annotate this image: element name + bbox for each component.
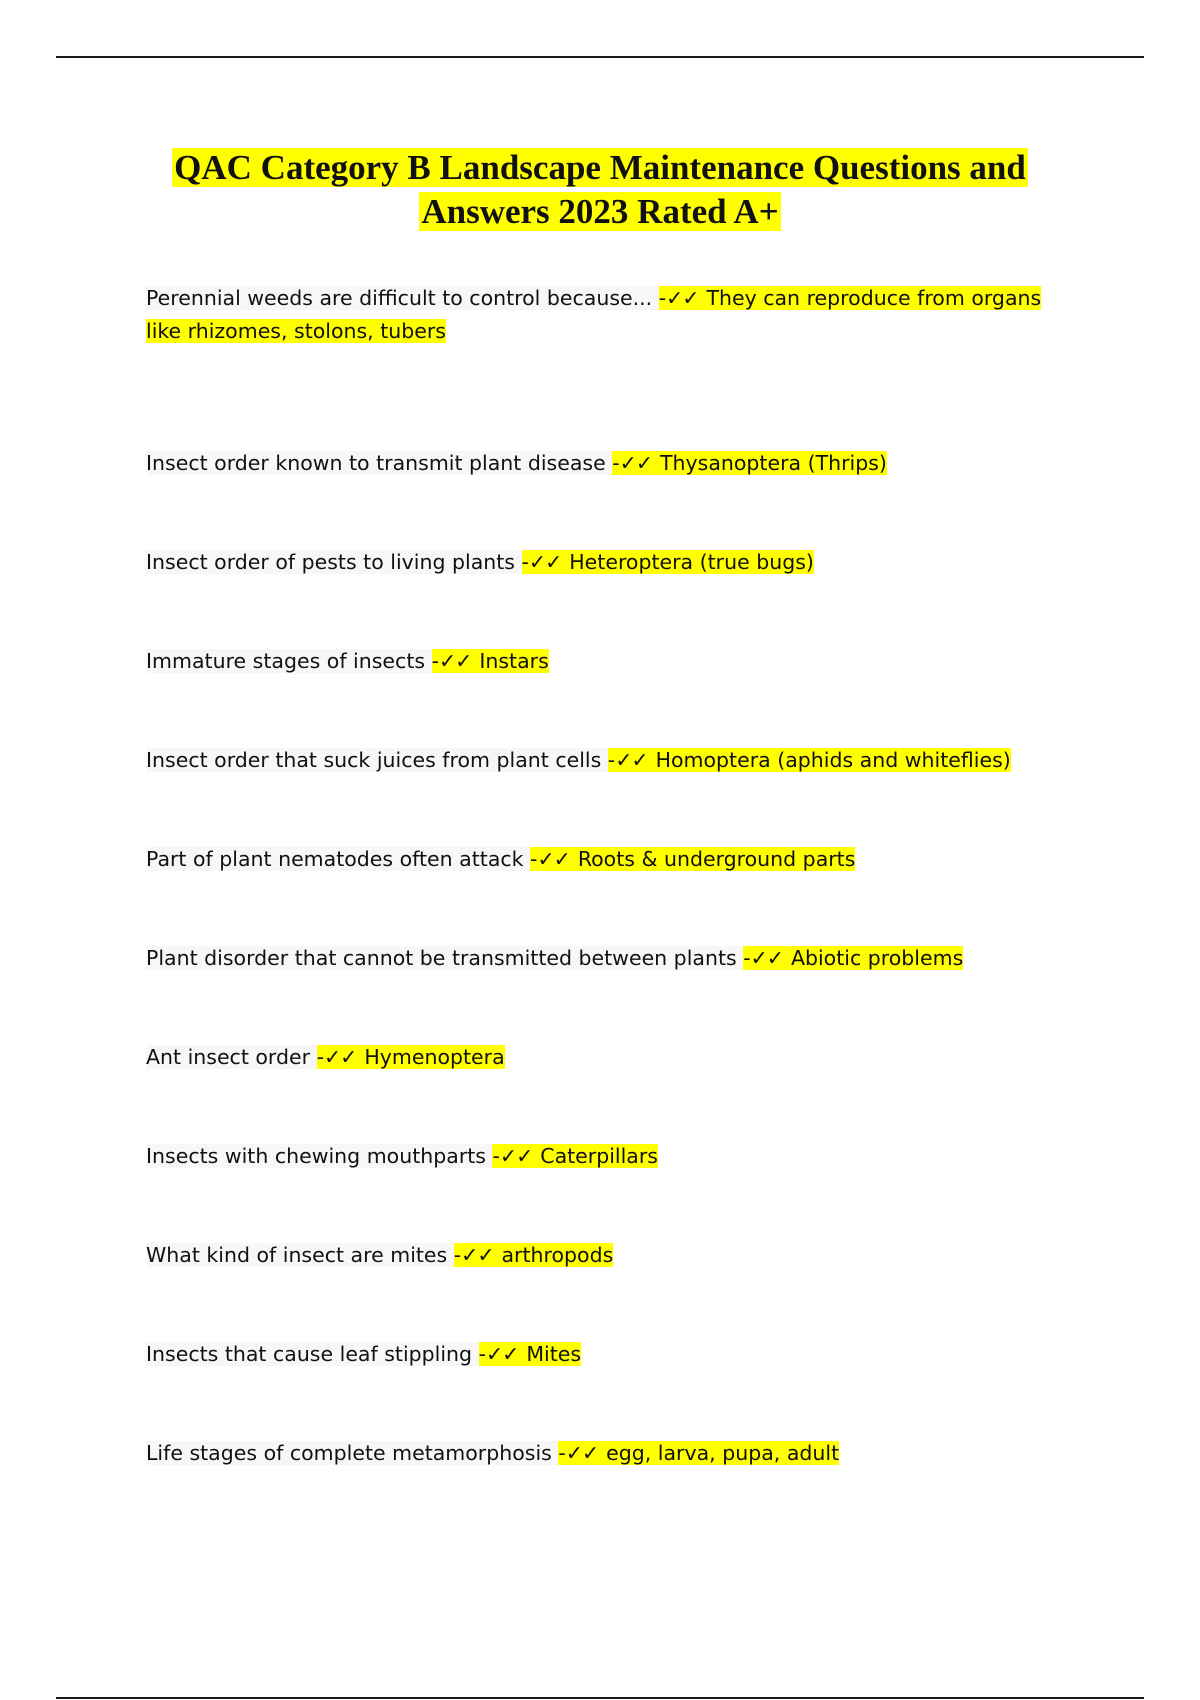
answer-text: Abiotic problems (790, 946, 964, 970)
qa-list (146, 282, 1066, 1470)
question-text: Insect order that suck juices from plant cells (146, 748, 608, 772)
answer-highlight (317, 1045, 505, 1069)
answer-separator: - (492, 1144, 500, 1168)
check-icon: ✓✓ (619, 451, 652, 475)
qa-item (146, 1140, 1066, 1173)
qa-item (146, 282, 1066, 348)
answer-text: egg, larva, pupa, adult (606, 1441, 840, 1465)
answer-text: They can reproduce from organs like rhizomes, stolons, tubers (146, 286, 1042, 343)
answer-separator: - (316, 1045, 324, 1069)
qa-item (146, 645, 1066, 678)
check-icon: ✓✓ (461, 1243, 494, 1267)
document-title (120, 146, 1080, 234)
answer-text: Caterpillars (540, 1144, 658, 1168)
question-text: Insects with chewing mouthparts (146, 1144, 493, 1168)
check-icon: ✓✓ (750, 946, 783, 970)
qa-item (146, 1239, 1066, 1272)
answer-separator: - (478, 1342, 486, 1366)
answer-text: Homoptera (aphids and whiteflies) (655, 748, 1011, 772)
title-line-2: Answers 2023 Rated A+ (421, 192, 779, 231)
answer-text: Heteroptera (true bugs) (569, 550, 814, 574)
answer-separator: - (431, 649, 439, 673)
check-icon: ✓✓ (537, 847, 570, 871)
answer-highlight (558, 1441, 839, 1465)
question-text: Perennial weeds are difficult to control because... (146, 286, 659, 310)
answer-highlight (432, 649, 549, 673)
question-text: Part of plant nematodes often attack (146, 847, 531, 871)
question-text: Insect order known to transmit plant disease (146, 451, 613, 475)
answer-separator: - (607, 748, 616, 772)
check-icon: ✓✓ (666, 286, 699, 310)
answer-separator: - (612, 451, 620, 475)
answer-text: Hymenoptera (364, 1045, 505, 1069)
answer-highlight (522, 550, 814, 574)
answer-highlight (743, 946, 963, 970)
check-icon: ✓✓ (499, 1144, 533, 1168)
qa-item (146, 1041, 1066, 1074)
check-icon: ✓✓ (528, 550, 562, 574)
top-rule (56, 56, 1144, 58)
answer-text: Mites (526, 1342, 582, 1366)
question-text: Life stages of complete metamorphosis (146, 1441, 559, 1465)
answer-separator: - (453, 1243, 462, 1267)
answer-separator: - (743, 946, 751, 970)
answer-text: Roots & underground parts (577, 847, 856, 871)
bottom-rule (56, 1697, 1144, 1699)
qa-item (146, 1338, 1066, 1371)
question-text: What kind of insect are mites (146, 1243, 454, 1267)
answer-separator: - (558, 1441, 566, 1465)
question-text: Insect order of pests to living plants (146, 550, 522, 574)
title-line-1: QAC Category B Landscape Maintenance Questions and (174, 148, 1026, 187)
answer-highlight (479, 1342, 581, 1366)
check-icon: ✓✓ (485, 1342, 519, 1366)
qa-item (146, 942, 1066, 975)
answer-separator: - (658, 286, 667, 310)
question-text: Insects that cause leaf stippling (146, 1342, 479, 1366)
answer-separator: - (530, 847, 538, 871)
question-text: Immature stages of insects (146, 649, 432, 673)
question-text: Ant insect order (146, 1045, 317, 1069)
qa-item (146, 447, 1066, 480)
answer-separator: - (521, 550, 529, 574)
check-icon: ✓✓ (615, 748, 648, 772)
qa-item (146, 1437, 1066, 1470)
check-icon: ✓✓ (323, 1045, 357, 1069)
qa-item (146, 546, 1066, 579)
qa-item (146, 843, 1066, 876)
answer-highlight (492, 1144, 658, 1168)
answer-highlight (608, 748, 1011, 772)
question-text: Plant disorder that cannot be transmitted between plants (146, 946, 744, 970)
answer-text: arthropods (501, 1243, 614, 1267)
check-icon: ✓✓ (565, 1441, 599, 1465)
answer-highlight (612, 451, 887, 475)
answer-text: Instars (479, 649, 549, 673)
answer-text: Thysanoptera (Thrips) (660, 451, 887, 475)
answer-highlight (454, 1243, 614, 1267)
qa-item (146, 744, 1066, 777)
check-icon: ✓✓ (438, 649, 472, 673)
answer-highlight (530, 847, 855, 871)
